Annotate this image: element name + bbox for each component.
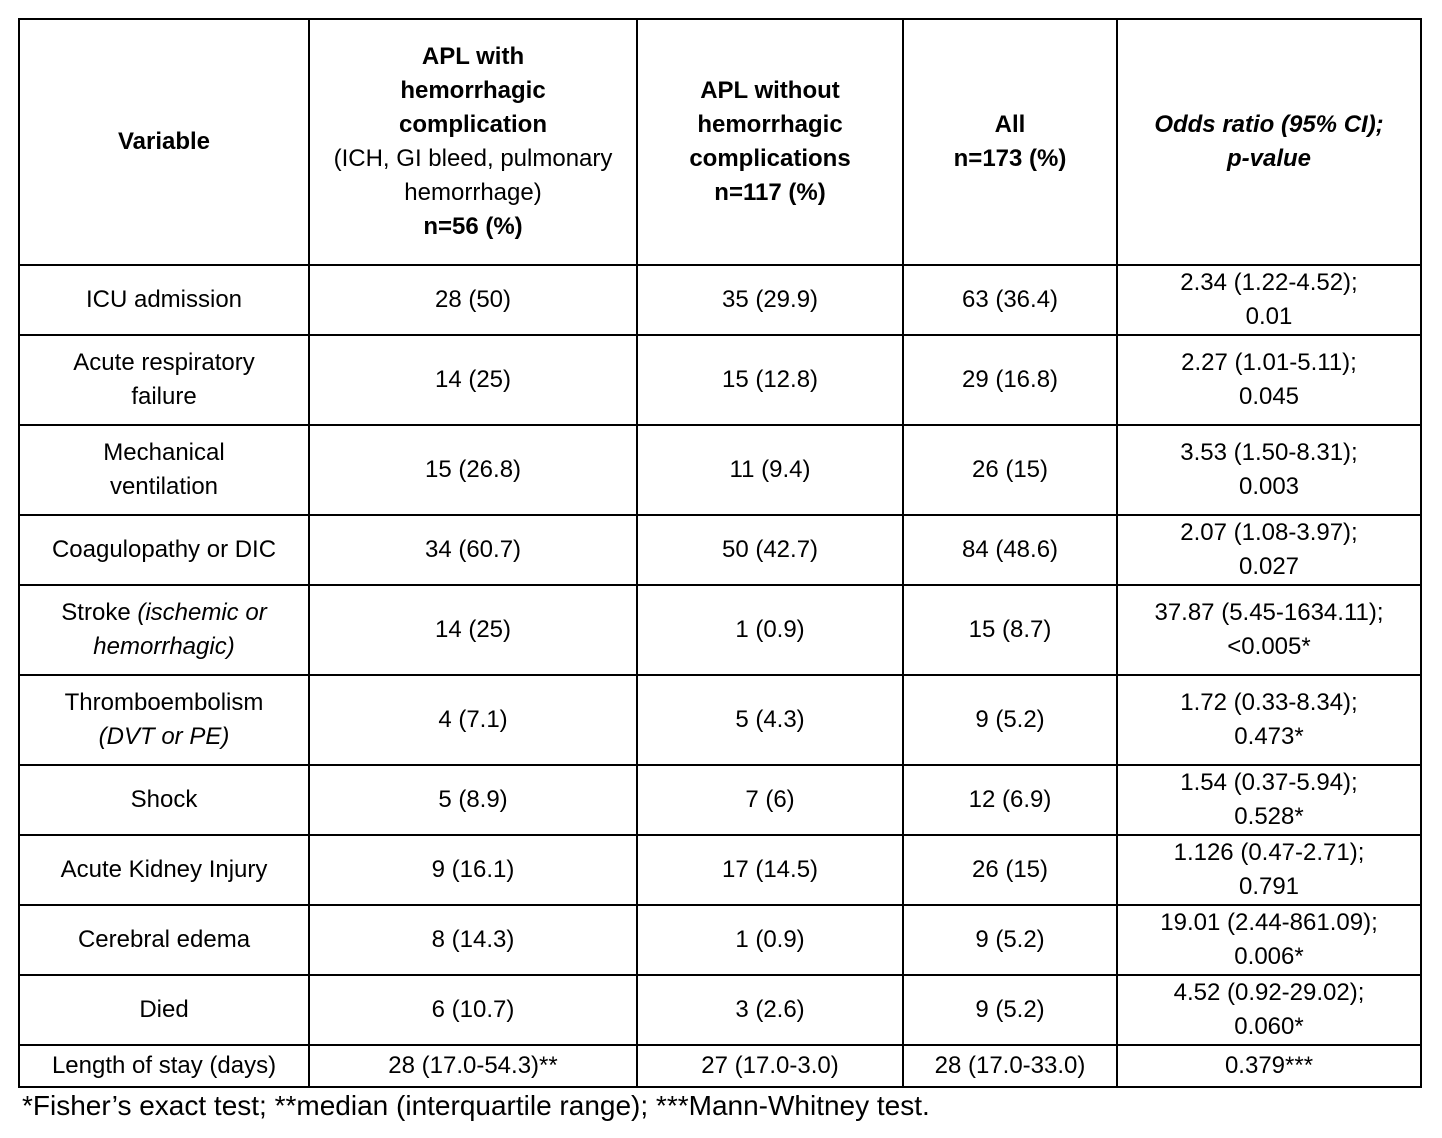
cell-group1: 28 (17.0-54.3)** [309,1045,637,1087]
header-row [19,19,1421,265]
table-row-acute-respiratory-failure [19,335,1421,425]
cell-odds-ratio: 37.87 (5.45-1634.11); <0.005* [1117,585,1421,675]
cell-group1: 34 (60.7) [309,515,637,585]
cell-odds-ratio: 1.126 (0.47-2.71); 0.791 [1117,835,1421,905]
cell-group2: 11 (9.4) [637,425,903,515]
cell-group2: 15 (12.8) [637,335,903,425]
cell-all: 29 (16.8) [903,335,1117,425]
cell-group1: 5 (8.9) [309,765,637,835]
cell-group1: 4 (7.1) [309,675,637,765]
cell-odds-ratio: 4.52 (0.92-29.02); 0.060* [1117,975,1421,1045]
cell-variable: Shock [19,765,309,835]
results-table [18,18,1422,1088]
cell-variable: Coagulopathy or DIC [19,515,309,585]
header-apl-with-hemorrhagic: APL with hemorrhagic complication (ICH, GI bleed, pulmonary hemorrhage) n=56 (%) [309,19,637,265]
cell-variable: Cerebral edema [19,905,309,975]
cell-all: 84 (48.6) [903,515,1117,585]
cell-all: 9 (5.2) [903,675,1117,765]
table-row-cerebral-edema [19,905,1421,975]
cell-group2: 1 (0.9) [637,905,903,975]
cell-group1: 9 (16.1) [309,835,637,905]
table-row-coagulopathy [19,515,1421,585]
table-row-icu-admission [19,265,1421,335]
table-row-stroke [19,585,1421,675]
cell-odds-ratio: 1.54 (0.37-5.94); 0.528* [1117,765,1421,835]
header-odds-ratio: Odds ratio (95% CI); p-value [1117,19,1421,265]
cell-group2: 7 (6) [637,765,903,835]
cell-variable: Died [19,975,309,1045]
cell-group2: 27 (17.0-3.0) [637,1045,903,1087]
cell-group2: 35 (29.9) [637,265,903,335]
cell-odds-ratio: 19.01 (2.44-861.09); 0.006* [1117,905,1421,975]
cell-variable: Length of stay (days) [19,1045,309,1087]
cell-group2: 3 (2.6) [637,975,903,1045]
cell-group2: 5 (4.3) [637,675,903,765]
cell-odds-ratio: 1.72 (0.33-8.34); 0.473* [1117,675,1421,765]
header-all: All n=173 (%) [903,19,1117,265]
cell-variable: ICU admission [19,265,309,335]
table-row-died [19,975,1421,1045]
cell-odds-ratio: 2.07 (1.08-3.97); 0.027 [1117,515,1421,585]
table-row-thromboembolism [19,675,1421,765]
cell-variable: Mechanical ventilation [19,425,309,515]
table-row-acute-kidney-injury [19,835,1421,905]
cell-all: 26 (15) [903,835,1117,905]
cell-all: 9 (5.2) [903,975,1117,1045]
cell-group2: 50 (42.7) [637,515,903,585]
cell-variable: Acute Kidney Injury [19,835,309,905]
cell-group1: 8 (14.3) [309,905,637,975]
cell-odds-ratio: 2.34 (1.22-4.52); 0.01 [1117,265,1421,335]
cell-all: 9 (5.2) [903,905,1117,975]
cell-odds-ratio: 0.379*** [1117,1045,1421,1087]
cell-all: 63 (36.4) [903,265,1117,335]
cell-variable: Acute respiratory failure [19,335,309,425]
cell-group1: 14 (25) [309,585,637,675]
header-apl-without-hemorrhagic: APL without hemorrhagic complications n=117 (%) [637,19,903,265]
cell-group1: 28 (50) [309,265,637,335]
cell-all: 28 (17.0-33.0) [903,1045,1117,1087]
cell-variable: Stroke (ischemic or hemorrhagic) [19,585,309,675]
table-row-mechanical-ventilation [19,425,1421,515]
cell-all: 12 (6.9) [903,765,1117,835]
cell-group1: 6 (10.7) [309,975,637,1045]
cell-variable: Thromboembolism (DVT or PE) [19,675,309,765]
table-row-shock [19,765,1421,835]
cell-group2: 1 (0.9) [637,585,903,675]
table-row-length-of-stay [19,1045,1421,1087]
cell-all: 26 (15) [903,425,1117,515]
cell-group1: 14 (25) [309,335,637,425]
header-variable: Variable [19,19,309,265]
table-footnote: *Fisher’s exact test; **median (interquartile range); ***Mann-Whitney test. [22,1090,930,1121]
cell-group2: 17 (14.5) [637,835,903,905]
cell-all: 15 (8.7) [903,585,1117,675]
cell-group1: 15 (26.8) [309,425,637,515]
cell-odds-ratio: 3.53 (1.50-8.31); 0.003 [1117,425,1421,515]
cell-odds-ratio: 2.27 (1.01-5.11); 0.045 [1117,335,1421,425]
